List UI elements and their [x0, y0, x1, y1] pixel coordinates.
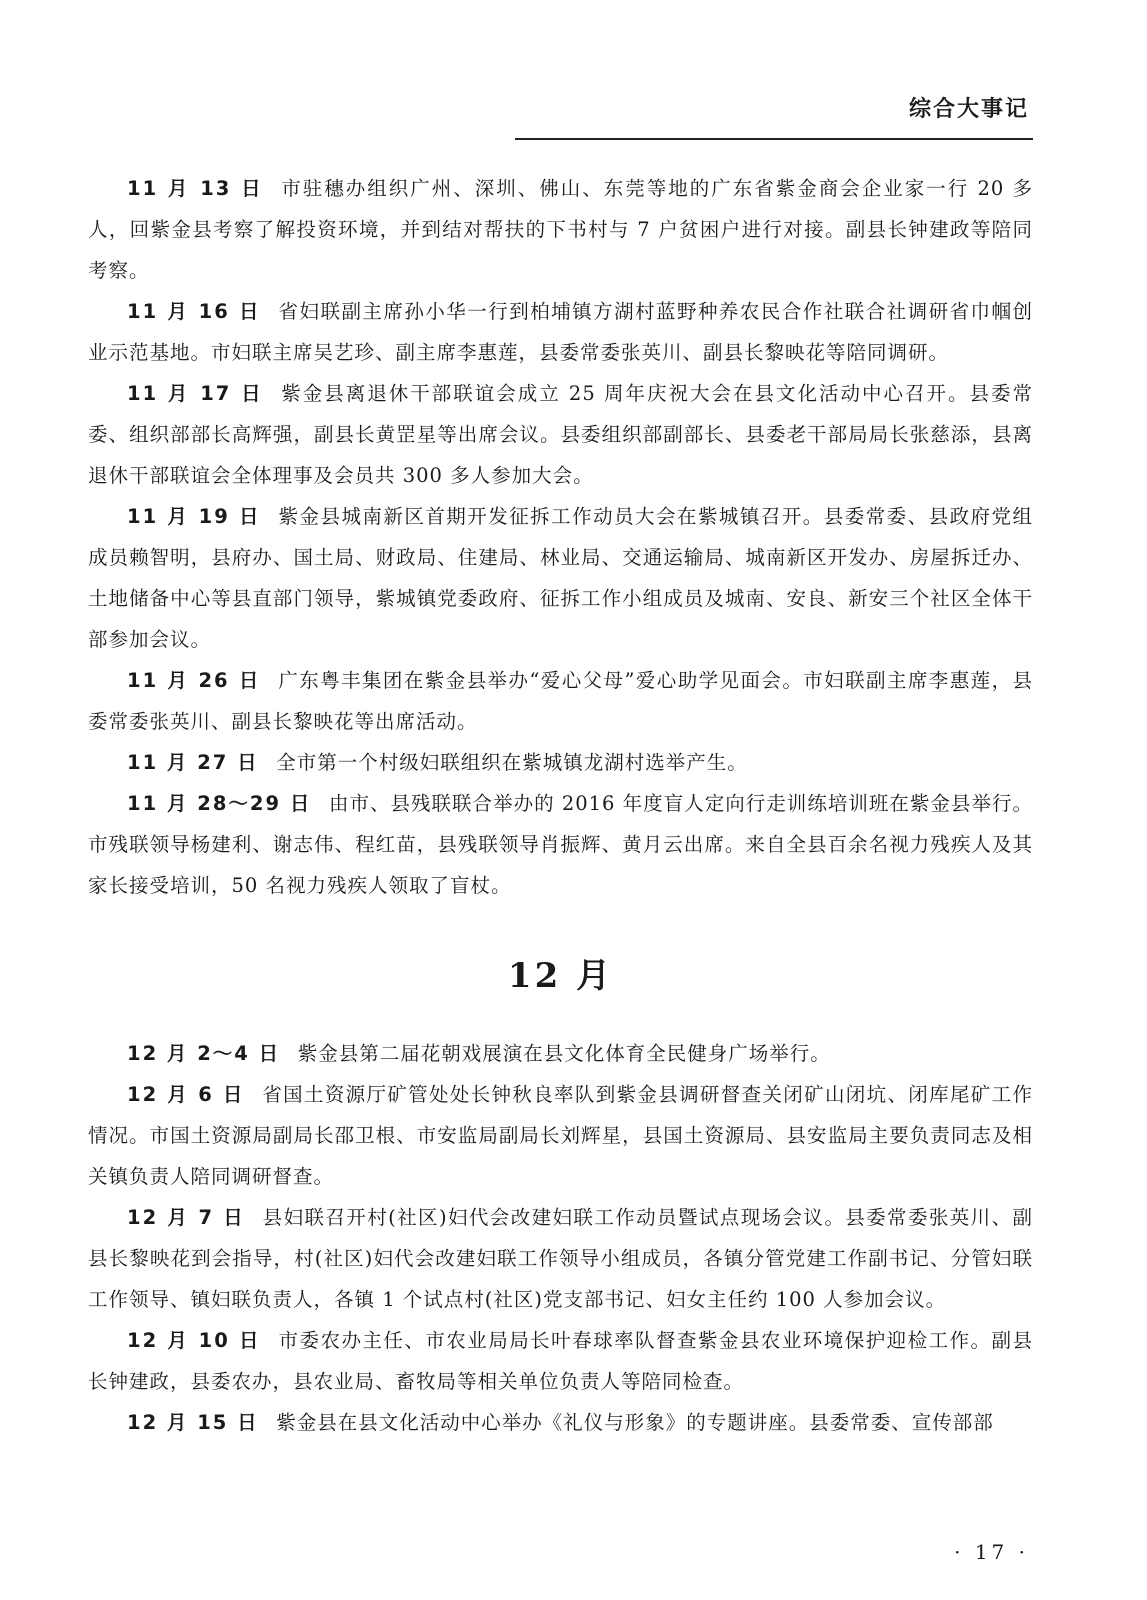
chronicle-entry	[88, 660, 1033, 742]
chronicle-entry	[88, 1074, 1033, 1197]
page-content	[88, 168, 1033, 1443]
entry-date: 11 月 17 日	[127, 382, 264, 405]
entry-text: 省国土资源厅矿管处处长钟秋良率队到紫金县调研督查关闭矿山闭坑、闭库尾矿工作情况。市国土资源局副局长邵卫根、市安监局副局长刘辉星，县国土资源局、县安监局主要负责同志及相关镇负责人陪同调研督查。	[88, 1083, 1033, 1188]
entry-text: 广东粤丰集团在紫金县举办“爱心父母”爱心助学见面会。市妇联副主席李惠莲，县委常委张英川、副县长黎映花等出席活动。	[88, 669, 1033, 733]
entry-text: 由市、县残联联合举办的 2016 年度盲人定向行走训练培训班在紫金县举行。市残联领导杨建利、谢志伟、程红苗，县残联领导肖振辉、黄月云出席。来自全县百余名视力残疾人及其家长接受培训，50 名视力残疾人领取了盲杖。	[88, 792, 1033, 897]
chronicle-entry	[88, 1320, 1033, 1402]
entry-text: 紫金县城南新区首期开发征拆工作动员大会在紫城镇召开。县委常委、县政府党组成员赖智明，县府办、国土局、财政局、住建局、林业局、交通运输局、城南新区开发办、房屋拆迁办、土地储备中心等县直部门领导，紫城镇党委政府、征拆工作小组成员及城南、安良、新安三个社区全体干部参加会议。	[88, 505, 1033, 651]
chronicle-entry	[88, 373, 1033, 496]
entry-date: 12 月 15 日	[127, 1411, 259, 1434]
chronicle-entry	[88, 291, 1033, 373]
entry-date: 11 月 27 日	[127, 751, 259, 774]
entry-text: 紫金县离退休干部联谊会成立 25 周年庆祝大会在县文化活动中心召开。县委常委、组织部部长高辉强，副县长黄罡星等出席会议。县委组织部副部长、县委老干部局局长张慈添，县离退休干部联谊会全体理事及会员共 300 多人参加大会。	[88, 382, 1033, 487]
entry-date: 11 月 26 日	[127, 669, 261, 692]
chronicle-entry	[88, 1033, 1033, 1074]
entry-date: 12 月 2～4 日	[127, 1042, 281, 1065]
chronicle-entry	[88, 783, 1033, 906]
chronicle-entry	[88, 742, 1033, 783]
entry-text: 紫金县第二届花朝戏展演在县文化体育全民健身广场举行。	[297, 1042, 831, 1065]
entry-date: 12 月 6 日	[127, 1083, 245, 1106]
header-rule	[515, 138, 1033, 140]
entry-text: 全市第一个村级妇联组织在紫城镇龙湖村选举产生。	[276, 751, 748, 774]
page-number: · 17 ·	[954, 1540, 1029, 1564]
entry-date: 11 月 13 日	[127, 177, 264, 200]
running-header-title: 综合大事记	[908, 97, 1029, 122]
entry-date: 11 月 16 日	[127, 300, 261, 323]
chronicle-entry	[88, 1197, 1033, 1320]
entry-date: 11 月 28～29 日	[127, 792, 312, 815]
entry-text: 紫金县在县文化活动中心举办《礼仪与形象》的专题讲座。县委常委、宣传部部	[276, 1411, 994, 1434]
entry-text: 省妇联副主席孙小华一行到柏埔镇方湖村蓝野种养农民合作社联合社调研省巾帼创业示范基地。市妇联主席吴艺珍、副主席李惠莲，县委常委张英川、副县长黎映花等陪同调研。	[88, 300, 1033, 364]
chronicle-entry	[88, 496, 1033, 660]
entry-date: 12 月 10 日	[127, 1329, 261, 1352]
entry-text: 市委农办主任、市农业局局长叶春球率队督查紫金县农业环境保护迎检工作。副县长钟建政，县委农办，县农业局、畜牧局等相关单位负责人等陪同检查。	[88, 1329, 1033, 1393]
chronicle-entry	[88, 168, 1033, 291]
entry-text: 县妇联召开村(社区)妇代会改建妇联工作动员暨试点现场会议。县委常委张英川、副县长黎映花到会指导，村(社区)妇代会改建妇联工作领导小组成员，各镇分管党建工作副书记、分管妇联工作领导、镇妇联负责人，各镇 1 个试点村(社区)党支部书记、妇女主任约 100 人参加会议。	[88, 1206, 1034, 1311]
chronicle-entry	[88, 1402, 1033, 1443]
month-heading: 12 月	[507, 956, 614, 996]
entry-date: 11 月 19 日	[127, 505, 261, 528]
entry-date: 12 月 7 日	[127, 1206, 246, 1229]
entry-text: 市驻穗办组织广州、深圳、佛山、东莞等地的广东省紫金商会企业家一行 20 多人，回紫金县考察了解投资环境，并到结对帮扶的下书村与 7 户贫困户进行对接。副县长钟建政等陪同考察。	[88, 177, 1033, 282]
